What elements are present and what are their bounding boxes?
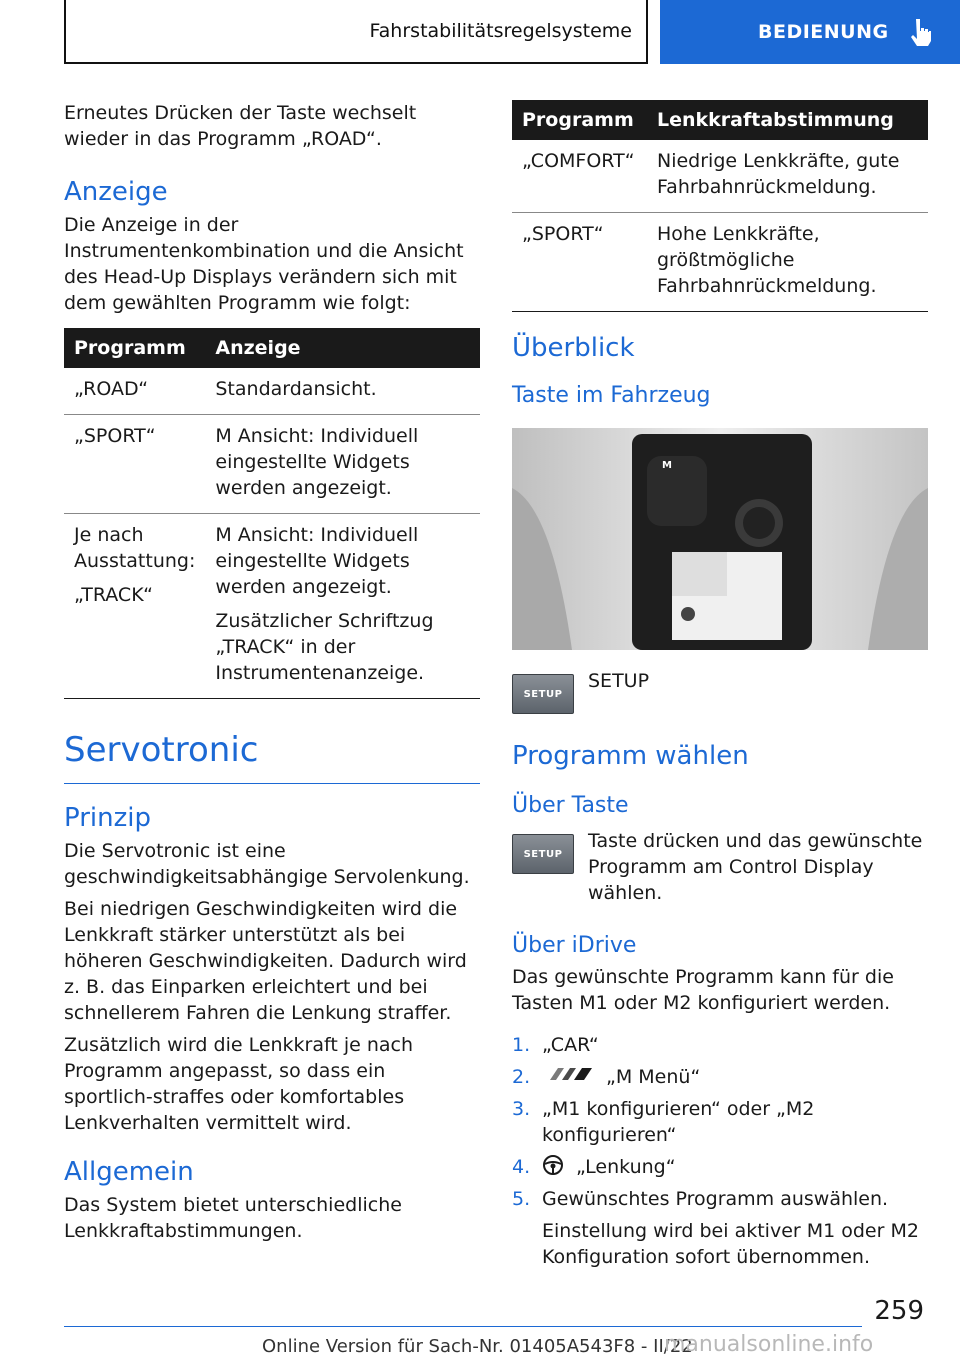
track-label: „TRACK“ xyxy=(74,584,153,606)
table-cell-programm xyxy=(64,514,205,699)
step-text: Gewünschtes Programm auswählen. xyxy=(542,1188,889,1210)
step-text: „M1 konfigurieren“ oder „M2 konfigurieren“ xyxy=(542,1098,815,1146)
pointing-hand-icon xyxy=(907,17,933,47)
step-text: „M Menü“ xyxy=(606,1066,701,1088)
table-cell-programm: „COMFORT“ xyxy=(512,140,647,213)
allgemein-heading: Allgemein xyxy=(64,1157,194,1187)
footer-rule xyxy=(64,1326,862,1327)
servotronic-heading: Servotronic xyxy=(64,730,259,770)
left-column xyxy=(64,100,480,1244)
step-text: „CAR“ xyxy=(542,1034,599,1056)
prinzip-text-1: Die Servotronic ist eine geschwindigkeitsabhängige Servolenkung. xyxy=(64,840,470,888)
footer-online-version: Online Version für Sach-Nr. 01405A543F8 - II/22 xyxy=(262,1336,693,1357)
setup-row xyxy=(512,668,928,714)
list-item xyxy=(512,1032,928,1058)
lenkkraft-table xyxy=(512,100,928,312)
table-header-lenkkraft: Lenkkraftabstimmung xyxy=(647,100,928,140)
table-cell-programm: „SPORT“ xyxy=(64,415,205,514)
steering-wheel-icon xyxy=(542,1154,564,1176)
track-desc: M Ansicht: Individuell eingestellte Widgets werden angezeigt. xyxy=(215,524,419,598)
step-number: 2. xyxy=(512,1066,531,1088)
table-header-anzeige: Anzeige xyxy=(205,328,480,368)
ueber-taste-row xyxy=(512,828,928,906)
header-chapter-title: BEDIENUNG xyxy=(758,21,889,43)
step5-note: Einstellung wird bei aktiver M1 oder M2 Konfiguration sofort übernommen. xyxy=(542,1220,919,1268)
taste-heading: Taste im Fahrzeug xyxy=(512,383,711,408)
table-cell-lenkkraft: Hohe Lenkkräfte, größtmögliche Fahrbahnrückmeldung. xyxy=(647,213,928,312)
step-text: „Lenkung“ xyxy=(576,1156,676,1178)
track-desc-extra: Zusätzlicher Schriftzug „TRACK“ in der Instrumentenanzeige. xyxy=(215,610,434,684)
step-number: 1. xyxy=(512,1034,531,1056)
list-item xyxy=(512,1096,928,1148)
m-stripes-icon xyxy=(542,1064,596,1084)
setup-button-icon: SETUP xyxy=(512,834,574,874)
right-column xyxy=(512,100,928,1270)
setup-label: SETUP xyxy=(588,670,650,692)
table-cell-anzeige: M Ansicht: Individuell eingestellte Widgets werden angezeigt. xyxy=(205,415,480,514)
step-number: 4. xyxy=(512,1156,531,1178)
table-row xyxy=(512,140,928,213)
anzeige-heading: Anzeige xyxy=(64,177,168,207)
table-cell-anzeige: Standardansicht. xyxy=(205,368,480,415)
vehicle-console-photo xyxy=(512,428,928,650)
table-cell-programm: „ROAD“ xyxy=(64,368,205,415)
page-number: 259 xyxy=(874,1296,924,1326)
anzeige-text: Die Anzeige in der Instrumentenkombination und die Ansicht des Head-Up Displays verändern sich mit dem gewählten Programm wie folgt: xyxy=(64,214,464,314)
prinzip-heading: Prinzip xyxy=(64,803,151,833)
step-number: 5. xyxy=(512,1188,531,1210)
step-number: 3. xyxy=(512,1098,531,1120)
ueberblick-heading: Überblick xyxy=(512,333,635,363)
header-section-tab xyxy=(64,0,648,64)
allgemein-text: Das System bietet unterschiedliche Lenkkraftabstimmungen. xyxy=(64,1194,402,1242)
header-chapter-tab xyxy=(660,0,960,64)
watermark: manualsonline.info xyxy=(664,1332,874,1357)
intro-text: Erneutes Drücken der Taste wechselt wieder in das Programm „ROAD“. xyxy=(64,102,417,150)
table-cell-anzeige xyxy=(205,514,480,699)
list-item xyxy=(512,1186,928,1212)
ueber-idrive-text: Das gewünschte Programm kann für die Tasten M1 oder M2 konfiguriert werden. xyxy=(512,966,894,1014)
table-cell-programm: „SPORT“ xyxy=(512,213,647,312)
ueber-taste-heading: Über Taste xyxy=(512,793,629,818)
table-cell-lenkkraft: Niedrige Lenkkräfte, gute Fahrbahnrückmeldung. xyxy=(647,140,928,213)
table-row xyxy=(64,514,480,699)
table-row xyxy=(512,213,928,312)
programm-heading: Programm wählen xyxy=(512,741,749,771)
header-section-title: Fahrstabilitätsregelsysteme xyxy=(369,20,632,42)
prinzip-text-3: Zusätzlich wird die Lenkkraft je nach Programm angepasst, so dass ein sportlich-straffes oder komfortables Lenkverhalten vermittelt wird. xyxy=(64,1034,414,1134)
ueber-taste-text: Taste drücken und das gewünschte Programm am Control Display wählen. xyxy=(588,830,923,904)
table-row xyxy=(64,368,480,415)
ueber-idrive-heading: Über iDrive xyxy=(512,933,637,958)
list-item xyxy=(512,1154,928,1180)
table-header-programm: Programm xyxy=(512,100,647,140)
svg-text:M: M xyxy=(662,460,672,471)
anzeige-table xyxy=(64,328,480,699)
table-row xyxy=(64,415,480,514)
list-item xyxy=(512,1064,928,1090)
table-header-programm: Programm xyxy=(64,328,205,368)
setup-button-icon: SETUP xyxy=(512,674,574,714)
prinzip-text-2: Bei niedrigen Geschwindigkeiten wird die Lenkkraft stärker unterstützt als bei höheren Geschwindigkeiten. Dadurch wird z. B. das Einparken erleichtert und bei schnellerem Fahren die Lenkung straffer. xyxy=(64,898,467,1024)
ausstattung-note: Je nach Ausstattung: xyxy=(74,524,196,572)
step-list xyxy=(512,1032,928,1212)
